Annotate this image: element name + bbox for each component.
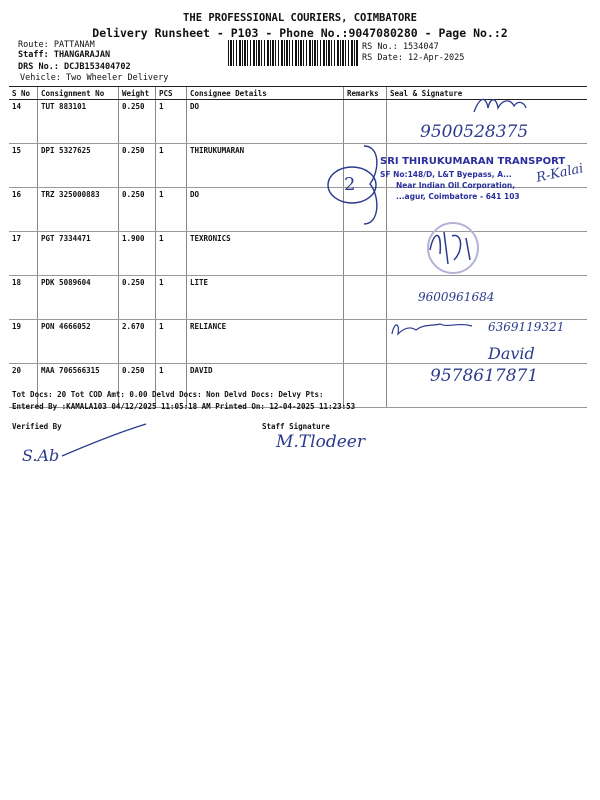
remarks-cell (344, 276, 387, 320)
pcs-cell: 1 (156, 144, 187, 188)
signature-scribble-1 (470, 94, 530, 118)
table-row (9, 276, 587, 320)
consignee-cell: DO (187, 100, 344, 144)
sno-cell: 16 (9, 188, 38, 232)
weight-cell: 1.900 (119, 232, 156, 276)
consignee-cell: DO (187, 188, 344, 232)
sno-cell: 14 (9, 100, 38, 144)
vehicle-label: Vehicle: Two Wheeler Delivery (20, 73, 169, 83)
weight-cell: 0.250 (119, 188, 156, 232)
pcs-cell: 1 (156, 100, 187, 144)
consignment-cell: DPI 5327625 (38, 144, 119, 188)
consignment-cell: PDK 5089604 (38, 276, 119, 320)
sno-cell: 17 (9, 232, 38, 276)
phone-handwritten-3: 6369119321 (488, 320, 565, 334)
col-weight: Weight (119, 87, 156, 100)
stamp-line-1: SRI THIRUKUMARAN TRANSPORT (380, 156, 566, 167)
staff-signature-label: Staff Signature (262, 422, 330, 431)
phone-handwritten-4: 9578617871 (430, 366, 539, 386)
signature-scribble-3 (388, 318, 478, 340)
runsheet-title: Delivery Runsheet - P103 - Phone No.:9047080280 - Page No.:2 (92, 26, 508, 40)
stamp-line-3: Near Indian Oil Corporation, (396, 181, 516, 190)
verified-signature-stroke (60, 420, 150, 460)
pcs-cell: 1 (156, 364, 187, 408)
verified-by-label: Verified By (12, 422, 62, 431)
staff-label: Staff: THANGARAJAN (18, 50, 111, 60)
sno-cell: 19 (9, 320, 38, 364)
consignee-cell: THIRUKUMARAN (187, 144, 344, 188)
signature-scribble-2 (418, 220, 488, 276)
weight-cell: 0.250 (119, 276, 156, 320)
pcs-cell: 1 (156, 188, 187, 232)
remarks-cell (344, 100, 387, 144)
remarks-circle-number: 2 (344, 174, 356, 195)
consignment-cell: TUT 883101 (38, 100, 119, 144)
r-kalai-handwritten: R-Kalai (534, 161, 585, 186)
entered-line: Entered By :KAMALA103 04/12/2025 11:05:18 AM Printed On: 12-04-2025 11:23:53 (12, 402, 356, 411)
stamp-line-4: ...agur, Coimbatore - 641 103 (396, 192, 520, 201)
sno-cell: 18 (9, 276, 38, 320)
remarks-cell (344, 320, 387, 364)
totals-line: Tot Docs: 20 Tot COD Amt: 0.00 Delvd Docs: Non Delvd Docs: Delvy Pts: (12, 390, 324, 399)
remarks-cell (344, 364, 387, 408)
stamp-line-2: SF No:148/D, L&T Byepass, A... (380, 170, 512, 179)
phone-handwritten-2: 9600961684 (418, 290, 495, 304)
table-row (9, 232, 587, 276)
consignment-cell: TRZ 325000883 (38, 188, 119, 232)
rs-no-label: RS No.: 1534047 (362, 42, 439, 52)
consignment-cell: PON 4666052 (38, 320, 119, 364)
weight-cell: 0.250 (119, 364, 156, 408)
col-seal: Seal & Signature (387, 87, 588, 100)
david-handwritten: David (488, 344, 535, 363)
rs-date-label: RS Date: 12-Apr-2025 (362, 53, 465, 63)
consignment-cell: MAA 706566315 (38, 364, 119, 408)
consignee-cell: DAVID (187, 364, 344, 408)
phone-handwritten-1: 9500528375 (420, 122, 529, 142)
consignee-cell: TEXRONICS (187, 232, 344, 276)
route-label: Route: PATTANAM (18, 40, 95, 50)
staff-signature-handwritten: M.Tlodeer (276, 432, 365, 452)
pcs-cell: 1 (156, 232, 187, 276)
consignee-cell: RELIANCE (187, 320, 344, 364)
col-remarks: Remarks (344, 87, 387, 100)
company-title: THE PROFESSIONAL COURIERS, COIMBATORE (183, 12, 417, 24)
pcs-cell: 1 (156, 320, 187, 364)
weight-cell: 0.250 (119, 100, 156, 144)
consignment-cell: PGT 7334471 (38, 232, 119, 276)
pcs-cell: 1 (156, 276, 187, 320)
col-sno: S No (9, 87, 38, 100)
sno-cell: 20 (9, 364, 38, 408)
remarks-cell (344, 232, 387, 276)
col-pcs: PCS (156, 87, 187, 100)
barcode (228, 40, 358, 66)
weight-cell: 0.250 (119, 144, 156, 188)
sno-cell: 15 (9, 144, 38, 188)
drs-label: DRS No.: DCJB153404702 (18, 62, 131, 72)
verified-signature: S.Ab (22, 446, 60, 465)
col-consignment: Consignment No (38, 87, 119, 100)
consignee-cell: LITE (187, 276, 344, 320)
col-consignee: Consignee Details (187, 87, 344, 100)
weight-cell: 2.670 (119, 320, 156, 364)
